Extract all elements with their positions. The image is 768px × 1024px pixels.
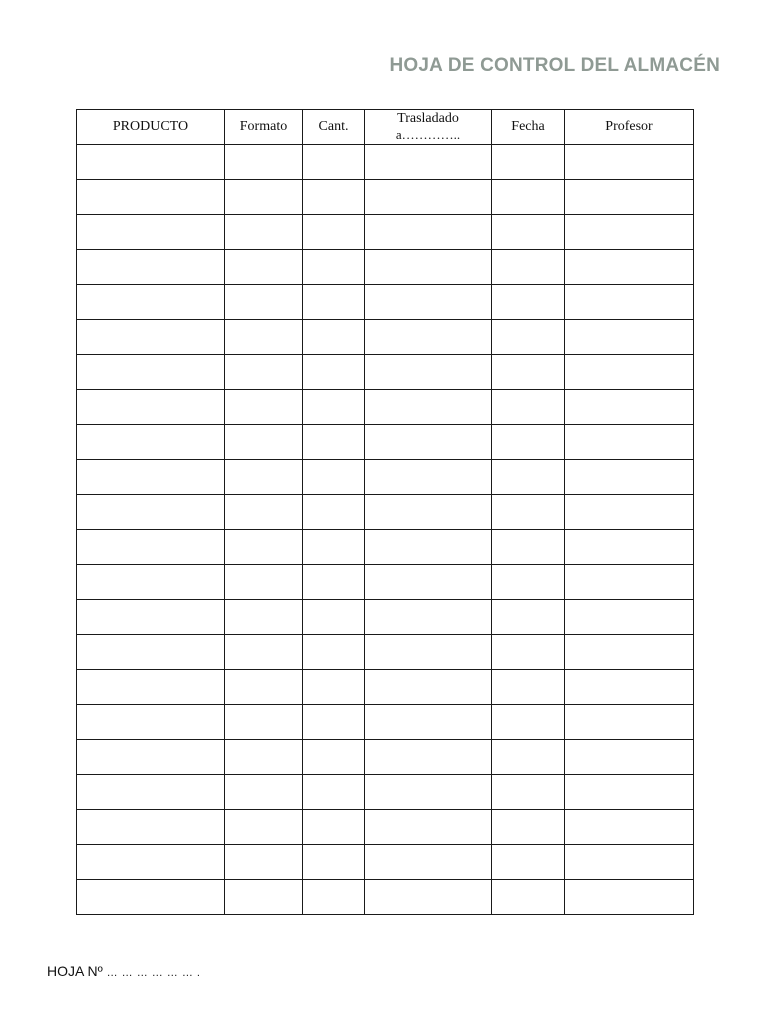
cell-profesor[interactable] (565, 320, 694, 355)
cell-cant[interactable] (303, 775, 365, 810)
cell-fecha[interactable] (492, 180, 565, 215)
table-row (77, 740, 694, 775)
cell-trasladado[interactable] (365, 845, 492, 880)
table-row (77, 845, 694, 880)
cell-producto[interactable] (77, 845, 225, 880)
cell-fecha[interactable] (492, 845, 565, 880)
cell-producto[interactable] (77, 425, 225, 460)
cell-profesor[interactable] (565, 355, 694, 390)
cell-trasladado[interactable] (365, 215, 492, 250)
table-row (77, 705, 694, 740)
table-row (77, 565, 694, 600)
cell-formato[interactable] (225, 775, 303, 810)
cell-fecha[interactable] (492, 250, 565, 285)
cell-formato[interactable] (225, 670, 303, 705)
sheet-number-label: HOJA Nº (47, 963, 103, 979)
cell-cant[interactable] (303, 740, 365, 775)
cell-producto[interactable] (77, 670, 225, 705)
cell-formato[interactable] (225, 495, 303, 530)
trasladado-label: Trasladado (397, 111, 459, 126)
cell-trasladado[interactable] (365, 670, 492, 705)
table-row (77, 635, 694, 670)
cell-fecha[interactable] (492, 775, 565, 810)
cell-cant[interactable] (303, 215, 365, 250)
cell-cant[interactable] (303, 285, 365, 320)
cell-cant[interactable] (303, 390, 365, 425)
cell-cant[interactable] (303, 460, 365, 495)
table-row (77, 670, 694, 705)
column-header-trasladado (365, 110, 492, 145)
cell-cant[interactable] (303, 670, 365, 705)
cell-profesor[interactable] (565, 460, 694, 495)
cell-producto[interactable] (77, 215, 225, 250)
cell-fecha[interactable] (492, 705, 565, 740)
cell-fecha[interactable] (492, 670, 565, 705)
table-row (77, 355, 694, 390)
table-row (77, 145, 694, 180)
cell-profesor[interactable] (565, 705, 694, 740)
cell-producto[interactable] (77, 880, 225, 915)
cell-producto[interactable] (77, 460, 225, 495)
table-row (77, 880, 694, 915)
sheet-number-blank: … … … … … … . (106, 967, 201, 979)
cell-fecha[interactable] (492, 460, 565, 495)
table-row (77, 250, 694, 285)
cell-fecha[interactable] (492, 215, 565, 250)
cell-trasladado[interactable] (365, 775, 492, 810)
cell-profesor[interactable] (565, 530, 694, 565)
cell-formato[interactable] (225, 600, 303, 635)
cell-profesor[interactable] (565, 775, 694, 810)
cell-profesor[interactable] (565, 285, 694, 320)
cell-formato[interactable] (225, 635, 303, 670)
table-row (77, 810, 694, 845)
cell-profesor[interactable] (565, 495, 694, 530)
cell-fecha[interactable] (492, 145, 565, 180)
table-body (77, 145, 694, 915)
cell-formato[interactable] (225, 390, 303, 425)
cell-cant[interactable] (303, 250, 365, 285)
cell-trasladado[interactable] (365, 425, 492, 460)
cell-fecha[interactable] (492, 635, 565, 670)
table-row (77, 285, 694, 320)
cell-formato[interactable] (225, 880, 303, 915)
cell-cant[interactable] (303, 565, 365, 600)
cell-fecha[interactable] (492, 285, 565, 320)
cell-producto[interactable] (77, 600, 225, 635)
cell-cant[interactable] (303, 635, 365, 670)
cell-fecha[interactable] (492, 425, 565, 460)
cell-producto[interactable] (77, 145, 225, 180)
cell-producto[interactable] (77, 285, 225, 320)
cell-trasladado[interactable] (365, 740, 492, 775)
cell-formato[interactable] (225, 285, 303, 320)
table-row (77, 425, 694, 460)
cell-profesor[interactable] (565, 390, 694, 425)
table-row (77, 390, 694, 425)
table-row (77, 495, 694, 530)
cell-formato[interactable] (225, 705, 303, 740)
table-row (77, 460, 694, 495)
cell-cant[interactable] (303, 530, 365, 565)
cell-producto[interactable] (77, 740, 225, 775)
cell-trasladado[interactable] (365, 250, 492, 285)
cell-trasladado[interactable] (365, 600, 492, 635)
cell-profesor[interactable] (565, 880, 694, 915)
cell-profesor[interactable] (565, 215, 694, 250)
cell-profesor[interactable] (565, 740, 694, 775)
cell-producto[interactable] (77, 775, 225, 810)
cell-trasladado[interactable] (365, 565, 492, 600)
cell-formato[interactable] (225, 740, 303, 775)
cell-trasladado[interactable] (365, 285, 492, 320)
cell-trasladado[interactable] (365, 145, 492, 180)
table-row (77, 530, 694, 565)
cell-producto[interactable] (77, 320, 225, 355)
cell-profesor[interactable] (565, 565, 694, 600)
cell-trasladado[interactable] (365, 460, 492, 495)
table-row (77, 600, 694, 635)
cell-fecha[interactable] (492, 565, 565, 600)
warehouse-control-table (76, 109, 694, 915)
cell-producto[interactable] (77, 355, 225, 390)
cell-trasladado[interactable] (365, 355, 492, 390)
cell-formato[interactable] (225, 215, 303, 250)
column-header-cant: Cant. (303, 110, 365, 145)
header-row (77, 110, 694, 145)
cell-fecha[interactable] (492, 495, 565, 530)
cell-fecha[interactable] (492, 320, 565, 355)
sheet-number (47, 963, 200, 979)
column-header-formato: Formato (225, 110, 303, 145)
cell-producto[interactable] (77, 565, 225, 600)
cell-trasladado[interactable] (365, 390, 492, 425)
cell-cant[interactable] (303, 880, 365, 915)
cell-cant[interactable] (303, 845, 365, 880)
cell-trasladado[interactable] (365, 320, 492, 355)
cell-profesor[interactable] (565, 145, 694, 180)
cell-cant[interactable] (303, 705, 365, 740)
cell-fecha[interactable] (492, 810, 565, 845)
cell-producto[interactable] (77, 810, 225, 845)
cell-producto[interactable] (77, 495, 225, 530)
cell-profesor[interactable] (565, 635, 694, 670)
table-row (77, 775, 694, 810)
cell-trasladado[interactable] (365, 705, 492, 740)
cell-formato[interactable] (225, 425, 303, 460)
cell-formato[interactable] (225, 355, 303, 390)
page-title: HOJA DE CONTROL DEL ALMACÉN (389, 55, 720, 76)
cell-producto[interactable] (77, 635, 225, 670)
cell-fecha[interactable] (492, 740, 565, 775)
table-row (77, 215, 694, 250)
cell-fecha[interactable] (492, 355, 565, 390)
cell-cant[interactable] (303, 425, 365, 460)
cell-trasladado[interactable] (365, 880, 492, 915)
cell-formato[interactable] (225, 320, 303, 355)
cell-formato[interactable] (225, 565, 303, 600)
cell-fecha[interactable] (492, 390, 565, 425)
cell-producto[interactable] (77, 705, 225, 740)
cell-cant[interactable] (303, 600, 365, 635)
cell-formato[interactable] (225, 250, 303, 285)
cell-profesor[interactable] (565, 670, 694, 705)
cell-formato[interactable] (225, 460, 303, 495)
column-header-producto: PRODUCTO (77, 110, 225, 145)
cell-cant[interactable] (303, 145, 365, 180)
cell-profesor[interactable] (565, 425, 694, 460)
column-header-profesor: Profesor (565, 110, 694, 145)
cell-trasladado[interactable] (365, 810, 492, 845)
cell-formato[interactable] (225, 810, 303, 845)
cell-cant[interactable] (303, 355, 365, 390)
trasladado-destination-blank: a………….. (395, 127, 461, 142)
cell-trasladado[interactable] (365, 530, 492, 565)
column-header-fecha: Fecha (492, 110, 565, 145)
cell-profesor[interactable] (565, 600, 694, 635)
cell-profesor[interactable] (565, 250, 694, 285)
cell-cant[interactable] (303, 180, 365, 215)
cell-formato[interactable] (225, 180, 303, 215)
cell-producto[interactable] (77, 390, 225, 425)
cell-profesor[interactable] (565, 810, 694, 845)
table-row (77, 320, 694, 355)
cell-trasladado[interactable] (365, 635, 492, 670)
cell-cant[interactable] (303, 320, 365, 355)
cell-cant[interactable] (303, 810, 365, 845)
cell-producto[interactable] (77, 530, 225, 565)
cell-cant[interactable] (303, 495, 365, 530)
cell-trasladado[interactable] (365, 495, 492, 530)
cell-profesor[interactable] (565, 180, 694, 215)
cell-profesor[interactable] (565, 845, 694, 880)
cell-formato[interactable] (225, 845, 303, 880)
cell-producto[interactable] (77, 250, 225, 285)
table-row (77, 180, 694, 215)
cell-fecha[interactable] (492, 600, 565, 635)
cell-trasladado[interactable] (365, 180, 492, 215)
cell-fecha[interactable] (492, 530, 565, 565)
cell-formato[interactable] (225, 530, 303, 565)
cell-producto[interactable] (77, 180, 225, 215)
cell-formato[interactable] (225, 145, 303, 180)
cell-fecha[interactable] (492, 880, 565, 915)
